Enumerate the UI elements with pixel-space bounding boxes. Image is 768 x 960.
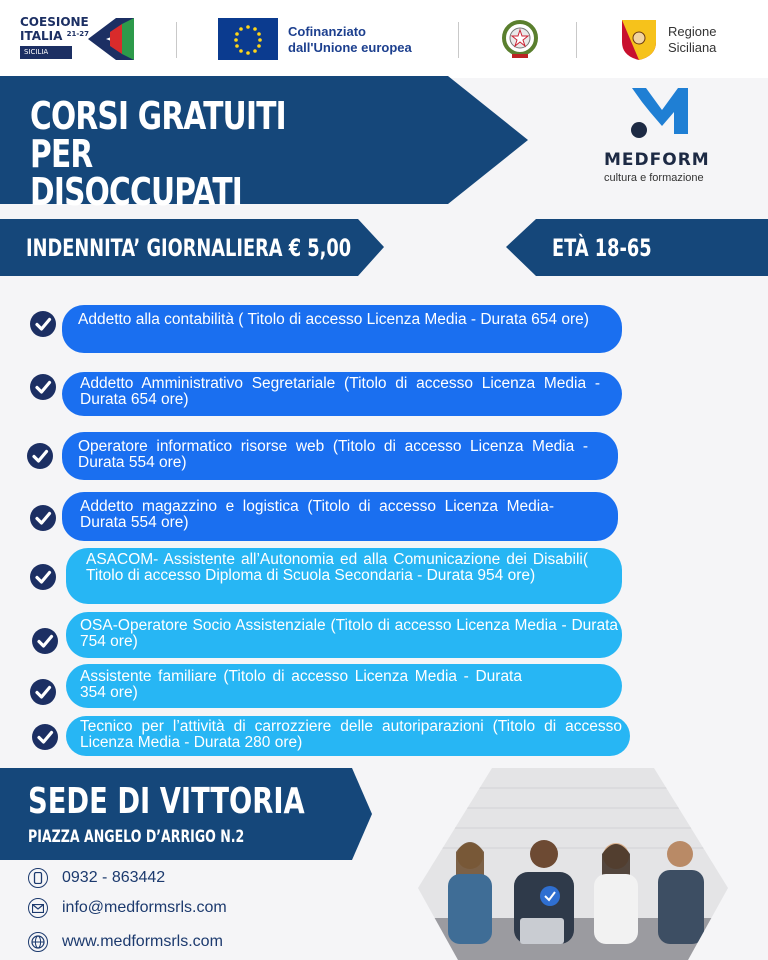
eu-stars-icon bbox=[218, 18, 278, 60]
contact-web bbox=[28, 930, 223, 954]
eu-cofunded-text: Cofinanziato dall'Unione europea bbox=[288, 24, 412, 55]
sede-title: SEDE DI VITTORIA bbox=[28, 781, 305, 822]
regione-siciliana-text: Regione Siciliana bbox=[668, 24, 717, 55]
coesione-italia-logo-text: COESIONE ITALIA $^{21-27}$ bbox=[20, 15, 89, 43]
eu-flag-logo bbox=[218, 18, 278, 60]
check-icon bbox=[30, 374, 56, 400]
course-item: Operatore informatico risorse web (Titolo di accesso Licenza Media - Durata 554 ore) bbox=[62, 432, 618, 480]
course-item: OSA-Operatore Socio Assistenziale (Titolo di accesso Licenza Media - Durata 754 ore) bbox=[66, 612, 622, 658]
email-address[interactable]: info@medformsrls.com bbox=[62, 899, 227, 916]
age-text: ETÀ 18-65 bbox=[552, 234, 652, 262]
medform-tagline: cultura e formazione bbox=[604, 172, 704, 184]
check-icon bbox=[30, 679, 56, 705]
website-link[interactable]: www.medformsrls.com bbox=[62, 933, 223, 950]
sede-address: PIAZZA ANGELO D’ARRIGO N.2 bbox=[28, 827, 245, 847]
course-item: Addetto magazzino e logistica (Titolo di accesso Licenza Media-Durata 554 ore) bbox=[62, 492, 618, 541]
contact-phone bbox=[28, 866, 165, 890]
logo-divider bbox=[458, 22, 459, 58]
regione-siciliana-shield bbox=[622, 20, 656, 60]
medform-logo-icon bbox=[630, 88, 688, 140]
check-icon bbox=[30, 564, 56, 590]
medform-brand-name: MEDFORM bbox=[604, 150, 710, 170]
course-item: ASACOM- Assistente all’Autonomia ed alla Comunicazione dei Disabili( Titolo di accesso Diploma di Scuola Secondaria - Durata 954 ore) bbox=[66, 548, 622, 604]
check-icon bbox=[27, 443, 53, 469]
course-item: Assistente familiare (Titolo di accesso Licenza Media - Durata 354 ore) bbox=[66, 664, 622, 708]
check-icon bbox=[32, 628, 58, 654]
coesione-arrow-logo bbox=[88, 18, 134, 60]
course-item: Addetto Amministrativo Segretariale (Titolo di accesso Licenza Media - Durata 654 ore) bbox=[62, 372, 622, 416]
logo-divider bbox=[176, 22, 177, 58]
course-item: Tecnico per l’attività di carrozziere delle autoriparazioni (Titolo di accesso Licenza Media - Durata 280 ore) bbox=[66, 716, 630, 756]
italian-republic-emblem bbox=[500, 18, 540, 60]
page-title: CORSI GRATUITI PER DISOCCUPATI bbox=[30, 94, 286, 214]
check-icon bbox=[30, 311, 56, 337]
contact-email bbox=[28, 896, 227, 920]
people-photo bbox=[418, 768, 728, 960]
check-icon bbox=[30, 505, 56, 531]
coesione-sicilia-badge: SICILIA bbox=[20, 46, 72, 59]
phone-number[interactable]: 0932 - 863442 bbox=[62, 869, 166, 886]
indemnity-text: INDENNITA’ GIORNALIERA € 5,00 bbox=[26, 234, 352, 262]
check-icon bbox=[32, 724, 58, 750]
phone-icon bbox=[28, 868, 48, 888]
email-icon bbox=[28, 898, 48, 918]
globe-icon bbox=[28, 932, 48, 952]
course-item: Addetto alla contabilità ( Titolo di accesso Licenza Media - Durata 654 ore) bbox=[62, 305, 622, 353]
logo-divider bbox=[576, 22, 577, 58]
